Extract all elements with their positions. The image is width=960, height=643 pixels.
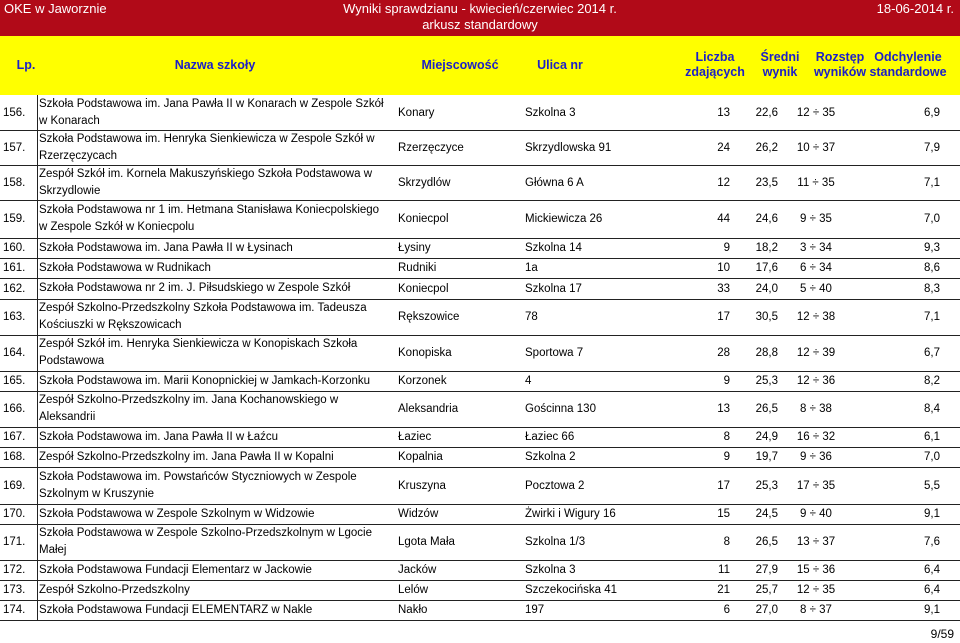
row-street: Mickiewicza 26 [525, 213, 603, 225]
row-avg: 25,3 [755, 479, 778, 492]
col-header-avg-line1: Średni [760, 50, 800, 64]
row-count: 8 [723, 431, 730, 443]
row-lp: 161. [3, 258, 38, 278]
row-avg: 24,5 [755, 508, 778, 520]
row-range: 16 ÷ 32 [796, 431, 836, 443]
row-lp: 171. [3, 524, 38, 560]
row-school: Szkoła Podstawowa im. Jana Pawła II w Konarach w Zespole Szkół w Konarach [39, 97, 384, 127]
row-count: 13 [717, 403, 730, 415]
row-avg: 25,7 [755, 584, 778, 596]
row-street: 197 [525, 604, 545, 616]
row-lp: 168. [3, 447, 38, 467]
row-city: Rzerzęczyce [398, 141, 464, 154]
row-street: Szczekocińska 41 [525, 584, 618, 596]
row-city: Widzów [398, 508, 439, 520]
row-lp: 157. [3, 130, 38, 165]
document-date: 18-06-2014 r. [876, 1, 954, 16]
row-street: Gościnna 130 [525, 403, 596, 415]
row-lp: 163. [3, 299, 38, 335]
row-lp: 167. [3, 427, 38, 447]
row-std: 7,6 [924, 536, 940, 548]
row-range: 12 ÷ 35 [796, 584, 836, 596]
row-range: 10 ÷ 37 [796, 141, 836, 154]
row-range: 12 ÷ 36 [796, 375, 836, 387]
col-header-avg-line2: wynik [762, 65, 798, 79]
row-school: Zespół Szkół im. Kornela Makuszyńskiego Szkoła Podstawowa w Skrzydlowie [39, 167, 373, 197]
row-range: 13 ÷ 37 [796, 536, 836, 548]
row-street: Szkolna 14 [525, 242, 582, 254]
row-city: Konopiska [398, 347, 452, 359]
row-count: 33 [717, 282, 730, 295]
row-school: Szkoła Podstawowa im. Henryka Sienkiewicza w Zespole Szkół w Rzerzęczycach [39, 132, 375, 162]
table-row [0, 371, 960, 392]
row-street: Szkolna 2 [525, 451, 576, 463]
table-row [0, 504, 960, 525]
row-city: Lgota Mała [398, 536, 455, 548]
row-lp: 170. [3, 504, 38, 524]
col-header-std-line1: Odchylenie [874, 50, 942, 64]
row-std: 6,7 [924, 347, 940, 359]
row-city: Aleksandria [398, 403, 459, 415]
row-street: 4 [525, 375, 532, 387]
row-school: Szkoła Podstawowa nr 2 im. J. Piłsudskiego w Zespole Szkół [39, 282, 351, 294]
row-lp: 172. [3, 560, 38, 580]
row-count: 17 [717, 311, 730, 323]
row-range: 9 ÷ 40 [800, 508, 832, 520]
row-street: Główna 6 A [525, 176, 584, 189]
row-city: Korzonek [398, 375, 447, 387]
row-city: Koniecpol [398, 213, 449, 225]
row-count: 24 [717, 141, 730, 154]
row-school: Szkoła Podstawowa nr 1 im. Hetmana Stanisława Koniecpolskiego w Zespole Szkół w Koniecpolu [39, 204, 380, 233]
table-row [0, 165, 960, 201]
row-range: 12 ÷ 39 [796, 347, 836, 359]
row-lp: 164. [3, 335, 38, 371]
row-school: Szkoła Podstawowa w Rudnikach [39, 261, 211, 274]
row-street: Szkolna 1/3 [525, 536, 586, 548]
organization-name: OKE w Jaworznie [4, 1, 107, 16]
col-header-count-line1: Liczba [695, 50, 735, 64]
col-header-lp: Lp. [16, 58, 36, 72]
row-count: 12 [717, 176, 730, 189]
row-std: 9,1 [924, 604, 940, 616]
row-range: 5 ÷ 40 [800, 282, 832, 295]
row-count: 17 [717, 479, 730, 492]
row-range: 15 ÷ 36 [796, 564, 836, 576]
row-avg: 26,2 [755, 141, 778, 154]
table-row [0, 524, 960, 561]
row-city: Konary [398, 106, 435, 119]
row-city: Skrzydlów [398, 176, 451, 189]
row-range: 12 ÷ 38 [796, 311, 836, 323]
row-city: Rększowice [398, 311, 460, 323]
row-std: 7,0 [924, 451, 940, 463]
row-city: Kopalnia [398, 451, 443, 463]
row-count: 10 [717, 262, 730, 274]
row-avg: 25,3 [755, 375, 778, 387]
row-std: 9,3 [924, 242, 940, 254]
row-lp: 159. [3, 200, 38, 238]
table-row [0, 560, 960, 581]
row-street: Szkolna 3 [525, 106, 576, 119]
row-city: Łysiny [398, 242, 431, 254]
row-lp: 169. [3, 467, 38, 504]
row-std: 8,6 [924, 262, 940, 274]
row-std: 6,9 [924, 106, 940, 119]
row-city: Lelów [398, 584, 429, 596]
table-row [0, 238, 960, 259]
row-range: 9 ÷ 36 [800, 451, 832, 463]
col-header-avg [750, 50, 810, 80]
row-count: 8 [723, 536, 730, 548]
row-avg: 18,2 [755, 242, 778, 254]
table-row [0, 391, 960, 428]
row-count: 6 [723, 604, 730, 616]
col-header-street: Ulica nr [537, 58, 583, 72]
row-school: Szkoła Podstawowa Fundacji ELEMENTARZ w Nakle [39, 603, 313, 616]
table-row [0, 200, 960, 239]
row-school: Szkoła Podstawowa Fundacji Elementarz w Jackowie [39, 563, 312, 576]
row-school: Szkoła Podstawowa im. Powstańców Styczniowych w Zespole Szkolnym w Kruszynie [39, 470, 357, 500]
row-count: 11 [718, 564, 730, 576]
row-city: Kruszyna [398, 479, 446, 492]
row-std: 9,1 [924, 508, 940, 520]
row-std: 7,1 [924, 311, 940, 323]
row-school: Szkoła Podstawowa w Zespole Szkolnym w Widzowie [39, 507, 315, 520]
row-avg: 24,6 [755, 213, 778, 225]
row-school: Zespół Szkolno-Przedszkolny im. Jana Pawła II w Kopalni [39, 450, 334, 463]
row-avg: 26,5 [755, 536, 778, 548]
row-count: 15 [717, 508, 730, 520]
row-count: 9 [723, 451, 730, 463]
table-row [0, 95, 960, 131]
row-city: Koniecpol [398, 282, 449, 295]
table-row [0, 447, 960, 468]
row-count: 28 [717, 347, 730, 359]
col-header-std-line2: standardowe [869, 65, 947, 79]
table-row [0, 258, 960, 279]
row-avg: 24,9 [755, 431, 778, 443]
row-count: 21 [717, 584, 730, 596]
row-street: 78 [525, 311, 538, 323]
row-lp: 160. [3, 238, 38, 258]
row-lp: 166. [3, 391, 38, 427]
row-avg: 17,6 [755, 262, 778, 274]
row-std: 6,4 [924, 584, 940, 596]
row-city: Rudniki [398, 262, 437, 274]
row-std: 7,9 [924, 141, 940, 154]
row-range: 8 ÷ 38 [800, 403, 832, 415]
row-street: Szkolna 17 [525, 282, 582, 295]
row-avg: 26,5 [755, 403, 778, 415]
row-avg: 27,0 [755, 604, 778, 616]
row-range: 17 ÷ 35 [796, 479, 836, 492]
row-count: 9 [723, 375, 730, 387]
row-count: 13 [717, 106, 730, 119]
row-city: Jacków [398, 564, 437, 576]
row-lp: 174. [3, 600, 38, 620]
row-school: Szkoła Podstawowa w Zespole Szkolno-Przedszkolnym w Lgocie Małej [39, 527, 373, 556]
row-std: 8,2 [924, 375, 940, 387]
row-std: 6,4 [924, 564, 940, 576]
col-header-count-line2: zdających [685, 65, 745, 79]
row-school: Zespół Szkół im. Henryka Sienkiewicza w Konopiskach Szkoła Podstawowa [39, 338, 358, 367]
col-header-count [685, 50, 745, 80]
row-lp: 173. [3, 580, 38, 600]
document-title: Wyniki sprawdzianu - kwiecień/czerwiec 2014 r. [343, 1, 617, 16]
row-std: 7,0 [924, 213, 940, 225]
document-subtitle: arkusz standardowy [422, 17, 538, 32]
row-lp: 162. [3, 278, 38, 299]
row-range: 3 ÷ 34 [800, 242, 832, 254]
row-std: 5,5 [924, 479, 940, 492]
row-avg: 30,5 [755, 311, 778, 323]
row-avg: 28,8 [755, 347, 778, 359]
col-header-school: Nazwa szkoły [174, 58, 256, 72]
table-row [0, 580, 960, 601]
row-std: 6,1 [924, 431, 940, 443]
col-header-city: Miejscowość [421, 58, 499, 72]
row-range: 9 ÷ 35 [800, 213, 832, 225]
row-lp: 156. [3, 95, 38, 130]
document-header-bar [0, 0, 960, 36]
row-std: 8,3 [924, 282, 940, 295]
row-city: Nakło [398, 604, 428, 616]
row-school: Szkoła Podstawowa im. Jana Pawła II w Łysinach [39, 241, 293, 254]
row-street: Łaziec 66 [525, 431, 575, 443]
row-school: Zespół Szkolno-Przedszkolny [39, 583, 190, 596]
col-header-range-line2: wyników [813, 65, 867, 79]
table-header [0, 36, 960, 95]
table-row [0, 467, 960, 505]
row-count: 44 [717, 213, 730, 225]
row-street: Szkolna 3 [525, 564, 576, 576]
col-header-std [868, 50, 948, 80]
row-street: Żwirki i Wigury 16 [525, 508, 616, 520]
row-school: Zespół Szkolno-Przedszkolny Szkoła Podstawowa im. Tadeusza Kościuszki w Rększowicach [39, 302, 367, 331]
col-header-range-line1: Rozstęp [815, 50, 865, 64]
row-street: Pocztowa 2 [525, 479, 585, 492]
row-avg: 19,7 [755, 451, 778, 463]
row-lp: 158. [3, 165, 38, 200]
row-avg: 23,5 [755, 176, 778, 189]
row-range: 8 ÷ 37 [800, 604, 832, 616]
table-row [0, 427, 960, 448]
row-school: Zespół Szkolno-Przedszkolny im. Jana Kochanowskiego w Aleksandrii [39, 394, 339, 423]
row-std: 8,4 [924, 403, 940, 415]
row-street: Skrzydlowska 91 [525, 141, 612, 154]
table-row [0, 335, 960, 372]
row-range: 6 ÷ 34 [800, 262, 832, 274]
row-lp: 165. [3, 371, 38, 391]
table-row [0, 600, 960, 621]
row-street: Sportowa 7 [525, 347, 584, 359]
row-avg: 22,6 [755, 106, 778, 119]
row-street: 1a [525, 262, 538, 274]
row-std: 7,1 [924, 176, 940, 189]
row-count: 9 [723, 242, 730, 254]
col-header-range [805, 50, 875, 80]
table-row [0, 130, 960, 166]
row-range: 11 ÷ 35 [797, 176, 835, 189]
row-school: Szkoła Podstawowa im. Marii Konopnickiej w Jamkach-Korzonku [39, 374, 371, 387]
table-row [0, 299, 960, 336]
row-school: Szkoła Podstawowa im. Jana Pawła II w Łaźcu [39, 430, 279, 443]
table-row [0, 278, 960, 300]
page-number: 9/59 [930, 627, 954, 641]
row-range: 12 ÷ 35 [796, 106, 836, 119]
row-avg: 27,9 [755, 564, 778, 576]
row-city: Łaziec [398, 431, 432, 443]
row-avg: 24,0 [755, 282, 778, 295]
